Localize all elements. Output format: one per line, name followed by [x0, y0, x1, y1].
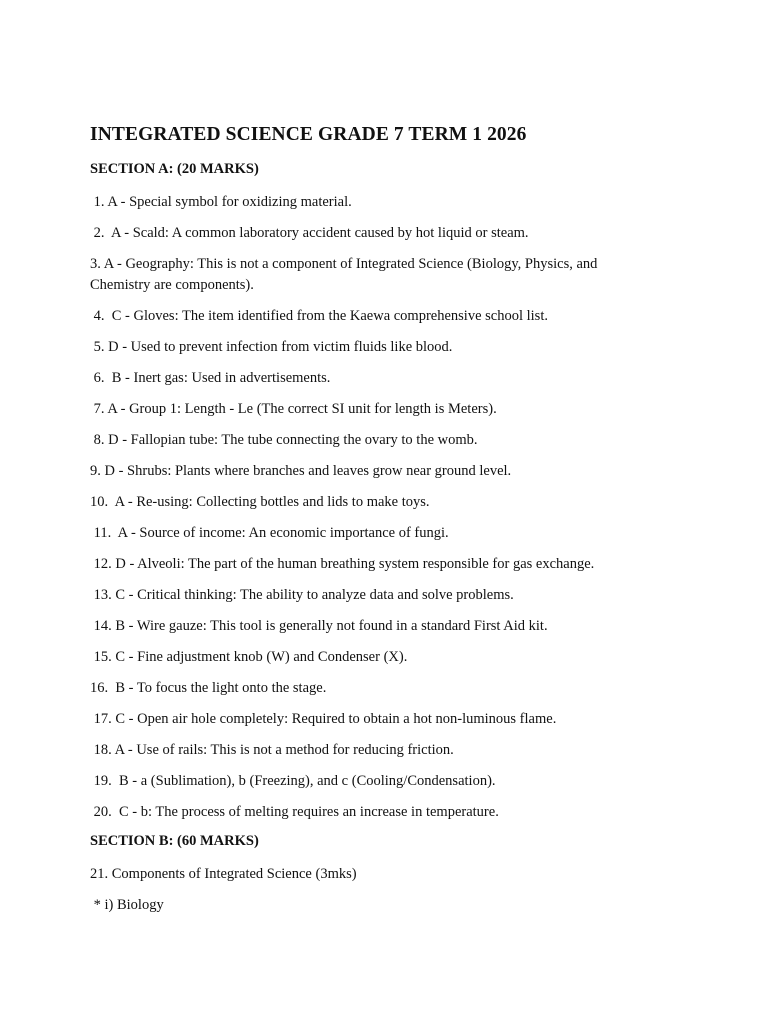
answer-7: 7. A - Group 1: Length - Le (The correct SI unit for length is Meters). [90, 401, 497, 417]
answer-4: 4. C - Gloves: The item identified from the Kaewa comprehensive school list. [90, 308, 548, 324]
answer-15: 15. C - Fine adjustment knob (W) and Condenser (X). [90, 649, 408, 665]
question-21-item-1: * i) Biology [90, 897, 164, 913]
answer-19: 19. B - a (Sublimation), b (Freezing), and c (Cooling/Condensation). [90, 773, 496, 789]
answer-11: 11. A - Source of income: An economic importance of fungi. [90, 525, 449, 541]
answer-1: 1. A - Special symbol for oxidizing material. [90, 194, 352, 210]
page-title: INTEGRATED SCIENCE GRADE 7 TERM 1 2026 [90, 124, 527, 145]
answer-2: 2. A - Scald: A common laboratory accident caused by hot liquid or steam. [90, 225, 529, 241]
answer-17: 17. C - Open air hole completely: Required to obtain a hot non-luminous flame. [90, 711, 557, 727]
answer-14: 14. B - Wire gauze: This tool is generally not found in a standard First Aid kit. [90, 618, 548, 634]
section-b-heading: SECTION B: (60 MARKS) [90, 833, 259, 849]
answer-8: 8. D - Fallopian tube: The tube connecting the ovary to the womb. [90, 432, 478, 448]
answer-13: 13. C - Critical thinking: The ability to analyze data and solve problems. [90, 587, 514, 603]
answer-20: 20. C - b: The process of melting requires an increase in temperature. [90, 804, 499, 820]
answer-18: 18. A - Use of rails: This is not a method for reducing friction. [90, 742, 454, 758]
answer-5: 5. D - Used to prevent infection from victim fluids like blood. [90, 339, 453, 355]
section-a-heading: SECTION A: (20 MARKS) [90, 161, 259, 177]
answer-16: 16. B - To focus the light onto the stage. [90, 680, 327, 696]
answer-12: 12. D - Alveoli: The part of the human breathing system responsible for gas exchange. [90, 556, 595, 572]
answer-9: 9. D - Shrubs: Plants where branches and leaves grow near ground level. [90, 463, 512, 479]
question-21: 21. Components of Integrated Science (3mks) [90, 866, 357, 882]
answer-3: 3. A - Geography: This is not a component of Integrated Science (Biology, Physics, and Chemistry are components). [90, 256, 598, 293]
answer-10: 10. A - Re-using: Collecting bottles and lids to make toys. [90, 494, 430, 510]
answer-6: 6. B - Inert gas: Used in advertisements. [90, 370, 331, 386]
